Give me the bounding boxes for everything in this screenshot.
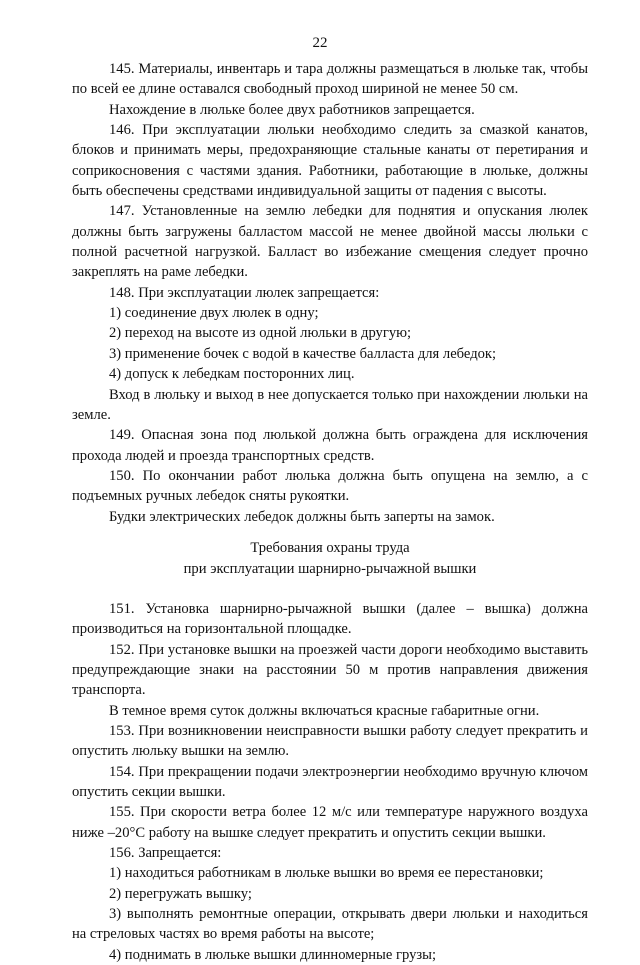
paragraph-150-note: Будки электрических лебедок должны быть заперты на замок.: [109, 508, 495, 525]
paragraph-152-note: В темное время суток должны включаться красные габаритные огни.: [109, 702, 540, 719]
list-item-156-1: 1) находиться работникам в люльке вышки во время ее перестановки;: [109, 865, 544, 882]
paragraph-147: 147. Установленные на землю лебедки для поднятия и опускания люлек должны быть загружены балластом массой не менее двойной массы люльки с полной расчетной нагрузкой. Балласт во избежание смещения следует прочно закреплять на раме лебедки.: [72, 203, 588, 281]
list-item-156-3: 3) выполнять ремонтные операции, открывать двери люльки и находиться на стреловых частях во время работы на высоте;: [72, 906, 588, 943]
paragraph-146: 146. При эксплуатации люльки необходимо следить за смазкой канатов, блоков и принимать меры, предохраняющие стальные канаты от перетирания и соприкосновения с частями здания. Работники, работающие в люльке, должны быть обеспечены средствами индивидуальной защиты от падения с высоты.: [72, 122, 588, 200]
list-item-148-4: 4) допуск к лебедкам посторонних лиц.: [109, 366, 355, 383]
paragraph-150: 150. По окончании работ люлька должна быть опущена на землю, а с подъемных ручных лебедок сняты рукоятки.: [72, 467, 588, 505]
list-item-148-1: 1) соединение двух люлек в одну;: [109, 305, 319, 322]
heading-line-2: при эксплуатации шарнирно-рычажной вышки: [183, 560, 477, 577]
paragraph-154: 154. При прекращении подачи электроэнергии необходимо вручную ключом опустить секции вышки.: [72, 763, 588, 800]
paragraph-148: 148. При эксплуатации люлек запрещается:: [109, 284, 380, 301]
paragraph-149: 149. Опасная зона под люлькой должна быть ограждена для исключения прохода людей и проезда транспортных средств.: [72, 427, 588, 464]
paragraph-148-note: Вход в люльку и выход в нее допускается только при нахождении люльки на земле.: [72, 386, 588, 423]
page-number: 22: [312, 35, 328, 51]
list-item-156-4: 4) поднимать в люльке вышки длинномерные грузы;: [109, 946, 437, 963]
list-item-156-2: 2) перегружать вышку;: [109, 885, 252, 902]
paragraph-145: 145. Материалы, инвентарь и тара должны размещаться в люльке так, чтобы по всей ее длине оставался свободный проход шириной не менее 50 см.: [72, 61, 588, 98]
paragraph-145-note: Нахождение в люльке более двух работников запрещается.: [109, 101, 475, 118]
paragraph-152: 152. При установке вышки на проезжей части дороги необходимо выставить предупреждающие знаки на расстоянии 50 м против направления движения транспорта.: [72, 641, 588, 699]
paragraph-151: 151. Установка шарнирно-рычажной вышки (далее – вышка) должна производиться на горизонтальной площадке.: [72, 600, 588, 638]
paragraph-153: 153. При возникновении неисправности вышки работу следует прекратить и опустить люльку вышки на землю.: [72, 722, 588, 760]
heading-line-1: Требования охраны труда: [250, 539, 410, 556]
paragraph-155: 155. При скорости ветра более 12 м/с или температуре наружного воздуха ниже –20°С работу на вышке следует прекратить и опустить секции вышки.: [72, 804, 588, 841]
section-vyshka-rules: [72, 599, 588, 965]
list-item-148-3: 3) применение бочек с водой в качестве балласта для лебедок;: [109, 345, 497, 362]
list-item-148-2: 2) переход на высоте из одной люльки в другую;: [109, 325, 412, 342]
paragraph-156: 156. Запрещается:: [109, 845, 222, 862]
document-body: [72, 59, 588, 965]
section-heading: [72, 538, 588, 580]
section-lyulka-rules: [72, 59, 588, 527]
